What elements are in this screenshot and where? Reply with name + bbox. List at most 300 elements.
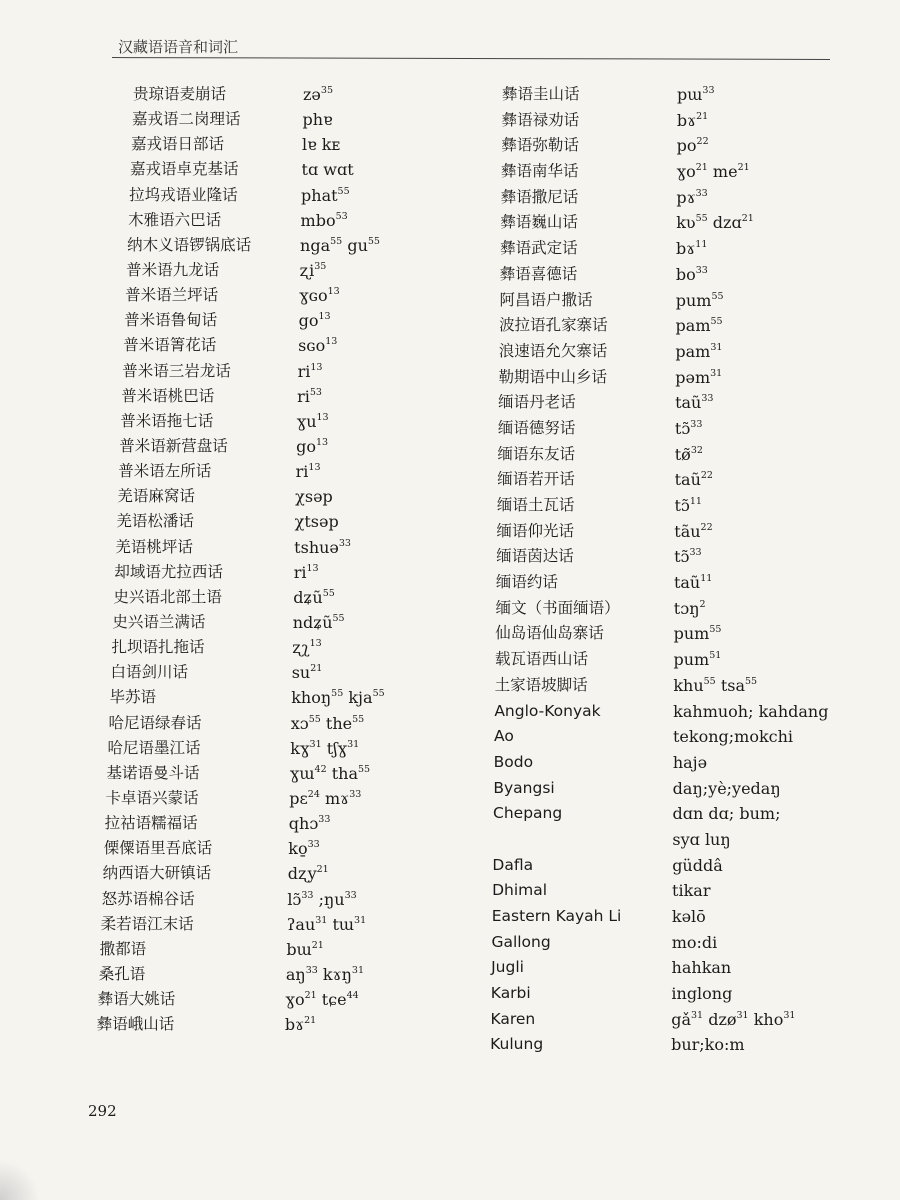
form-text: tɕe bbox=[321, 990, 347, 1010]
language-name: 勒期语中山乡话 bbox=[498, 367, 607, 386]
tone-superscript: 11 bbox=[700, 573, 713, 585]
tone-superscript: 35 bbox=[314, 260, 327, 272]
language-name: 缅语仰光话 bbox=[496, 521, 575, 540]
word-form bbox=[298, 359, 323, 384]
word-form bbox=[677, 133, 709, 159]
language-name: 哈尼语绿春话 bbox=[108, 713, 202, 732]
tone-superscript: 33 bbox=[305, 964, 318, 976]
language-name: 缅语德努话 bbox=[497, 418, 576, 437]
word-form bbox=[301, 208, 348, 233]
word-form bbox=[292, 635, 321, 660]
tone-superscript: 13 bbox=[308, 462, 321, 474]
word-form bbox=[302, 157, 354, 182]
form-text: ;ŋu bbox=[318, 889, 345, 909]
language-name: 彝语撒尼话 bbox=[500, 187, 579, 206]
form-text: güddâ bbox=[672, 855, 723, 875]
word-form bbox=[673, 699, 828, 725]
word-form bbox=[675, 339, 722, 365]
tone-superscript: 33 bbox=[701, 393, 714, 405]
tone-superscript: 55 bbox=[695, 213, 708, 225]
form-text: pɯ bbox=[677, 85, 703, 104]
word-form bbox=[672, 878, 710, 904]
form-text: ri bbox=[293, 562, 307, 582]
form-text: gǎ bbox=[671, 1009, 692, 1029]
language-name: 缅文（书面缅语） bbox=[495, 598, 620, 617]
tone-superscript: 31 bbox=[354, 914, 367, 926]
tone-superscript: 33 bbox=[318, 814, 331, 826]
tone-superscript: 31 bbox=[315, 914, 328, 926]
word-form bbox=[297, 409, 329, 434]
word-form bbox=[672, 930, 718, 956]
tone-superscript: 55 bbox=[308, 713, 321, 725]
language-name: 缅语约话 bbox=[495, 573, 558, 592]
word-form bbox=[674, 570, 712, 596]
word-form bbox=[287, 912, 366, 937]
form-text: xɔ bbox=[290, 713, 309, 733]
form-text: dɑn dɑ; bum; bbox=[672, 804, 781, 824]
language-name: 浪速语允欠寨话 bbox=[498, 341, 608, 360]
language-name: 哈尼语墨江话 bbox=[107, 738, 201, 757]
form-text: ʔau bbox=[286, 914, 316, 934]
form-text: po bbox=[676, 136, 697, 156]
tone-superscript: 21 bbox=[696, 110, 709, 122]
tone-superscript: 13 bbox=[310, 361, 323, 373]
tone-superscript: 31 bbox=[691, 1009, 704, 1021]
tone-superscript: 51 bbox=[709, 650, 722, 662]
language-name: 傈僳语里吾底话 bbox=[103, 839, 213, 858]
scan-shadow bbox=[0, 1160, 40, 1200]
word-form bbox=[674, 519, 712, 545]
word-form bbox=[294, 535, 351, 560]
word-form bbox=[675, 390, 713, 416]
word-form bbox=[674, 596, 706, 622]
language-name: Eastern Kayah Li bbox=[491, 907, 622, 925]
language-name: 史兴语北部土语 bbox=[113, 587, 222, 606]
word-form bbox=[286, 937, 324, 962]
form-text: tha bbox=[331, 763, 358, 783]
form-text: mbo bbox=[300, 210, 336, 230]
language-name: 土家语坡脚话 bbox=[494, 675, 588, 694]
form-text: pəm bbox=[675, 367, 711, 387]
language-name: 波拉语孔家寨话 bbox=[499, 316, 608, 335]
tone-superscript: 13 bbox=[309, 638, 322, 650]
tone-superscript: 31 bbox=[347, 738, 360, 750]
language-name: 彝语喜德话 bbox=[499, 264, 578, 283]
word-form bbox=[674, 493, 701, 519]
language-name: 柔若语江末话 bbox=[100, 914, 194, 933]
word-form bbox=[300, 233, 380, 258]
form-text: khoŋ bbox=[291, 688, 332, 708]
tone-superscript: 21 bbox=[741, 213, 754, 225]
language-name: 羌语松潘话 bbox=[116, 512, 194, 531]
word-form bbox=[675, 365, 722, 391]
tone-superscript: 13 bbox=[316, 411, 329, 423]
form-text: ʐʅ bbox=[292, 638, 310, 658]
word-form bbox=[296, 434, 328, 459]
language-name: 普米语三岩龙话 bbox=[122, 361, 231, 380]
tone-superscript: 55 bbox=[709, 624, 722, 636]
language-name: 纳木义语锣锅底话 bbox=[127, 235, 252, 254]
form-text: aŋ bbox=[285, 964, 306, 984]
tone-superscript: 31 bbox=[309, 738, 322, 750]
language-name: 拉祜语糯福话 bbox=[104, 814, 198, 833]
word-form bbox=[676, 185, 707, 211]
language-name: 彝语南华话 bbox=[501, 162, 579, 181]
form-text: pum bbox=[673, 624, 710, 644]
language-name: Chepang bbox=[493, 804, 563, 823]
tone-superscript: 33 bbox=[690, 418, 703, 430]
tone-superscript: 55 bbox=[372, 688, 385, 700]
form-text: bur;ko:m bbox=[671, 1035, 745, 1055]
language-name: 羌语桃坪话 bbox=[115, 537, 193, 556]
language-name: 扎坝语扎拖话 bbox=[111, 638, 205, 657]
form-text: the bbox=[325, 713, 353, 733]
form-text: tãu bbox=[674, 521, 701, 541]
language-name: 彝语禄劝话 bbox=[501, 110, 580, 129]
running-header: 汉藏语语音和词汇 bbox=[118, 38, 239, 56]
tone-superscript: 21 bbox=[304, 990, 317, 1002]
form-text: bɤ bbox=[676, 239, 696, 259]
form-text: lɔ̃ bbox=[287, 889, 302, 909]
word-form bbox=[302, 132, 340, 157]
tone-superscript: 21 bbox=[737, 162, 750, 174]
language-name: 普米语鲁甸话 bbox=[124, 311, 218, 330]
form-text: bɤ bbox=[676, 110, 697, 130]
tone-superscript: 55 bbox=[330, 235, 343, 247]
word-form bbox=[296, 459, 321, 484]
word-form bbox=[673, 647, 721, 673]
form-text: go bbox=[298, 311, 319, 331]
word-form bbox=[289, 786, 361, 811]
word-form bbox=[671, 1007, 795, 1033]
header-rule bbox=[112, 57, 830, 60]
form-text: phat bbox=[301, 185, 338, 205]
form-text: pum bbox=[675, 290, 712, 310]
tone-superscript: 33 bbox=[695, 187, 708, 199]
language-name: Dhimal bbox=[492, 881, 548, 900]
language-name: 缅语东友话 bbox=[497, 444, 576, 463]
language-name: 仙岛语仙岛寨话 bbox=[495, 624, 604, 643]
tone-superscript: 55 bbox=[745, 675, 758, 687]
form-text: kahmuoh; kahdang bbox=[673, 701, 829, 721]
tone-superscript: 33 bbox=[307, 839, 320, 851]
tone-superscript: 13 bbox=[327, 286, 340, 298]
tone-superscript: 53 bbox=[309, 386, 322, 398]
form-text: kɤŋ bbox=[322, 964, 352, 984]
form-text: nga bbox=[300, 235, 331, 255]
word-form bbox=[290, 761, 370, 786]
form-text: bo bbox=[675, 264, 696, 284]
word-form bbox=[672, 853, 723, 879]
form-text: lɐ kᴇ bbox=[302, 135, 341, 155]
tone-superscript: 32 bbox=[690, 444, 703, 456]
language-name: 普米语兰坪话 bbox=[125, 286, 219, 305]
form-text: ko̱ bbox=[288, 839, 308, 859]
language-name: 史兴语兰满话 bbox=[112, 612, 206, 631]
word-form bbox=[285, 987, 358, 1012]
form-text: ʐi bbox=[299, 260, 315, 280]
language-name: 彝语武定话 bbox=[500, 239, 578, 258]
tone-superscript: 53 bbox=[335, 210, 348, 222]
form-text: tshuə bbox=[294, 537, 339, 557]
form-text: daŋ;yè;yedaŋ bbox=[672, 778, 781, 798]
form-text: tɔ̃ bbox=[674, 418, 691, 438]
language-name: 木雅语六巴话 bbox=[128, 210, 222, 229]
form-text: kʋ bbox=[676, 213, 696, 233]
word-form bbox=[671, 981, 732, 1007]
language-name: 拉坞戎语业隆话 bbox=[129, 185, 238, 204]
tone-superscript: 31 bbox=[710, 341, 723, 353]
word-form bbox=[294, 560, 319, 585]
language-name: Gallong bbox=[491, 932, 551, 951]
form-text: pam bbox=[675, 316, 711, 336]
word-form bbox=[288, 861, 329, 886]
word-form bbox=[676, 236, 707, 262]
language-name: 普米语箐花话 bbox=[123, 336, 217, 355]
word-form bbox=[293, 610, 345, 635]
tone-superscript: 55 bbox=[331, 688, 344, 700]
language-name: 缅语茵达话 bbox=[496, 547, 574, 566]
form-text: kəlō bbox=[671, 907, 706, 926]
tone-superscript: 13 bbox=[325, 336, 338, 348]
word-form bbox=[298, 333, 337, 358]
word-form bbox=[299, 283, 340, 308]
form-text: pam bbox=[675, 341, 711, 361]
language-name: 普米语拖七话 bbox=[120, 411, 214, 430]
tone-superscript: 33 bbox=[301, 889, 314, 901]
word-form bbox=[295, 509, 339, 534]
form-text: syɑ luŋ bbox=[672, 829, 731, 849]
language-name: Karen bbox=[490, 1009, 536, 1028]
word-form bbox=[292, 660, 323, 685]
form-text: ɣɢo bbox=[299, 286, 328, 306]
word-form bbox=[297, 384, 322, 409]
language-name: 彝语弥勒话 bbox=[501, 136, 579, 155]
page-number: 292 bbox=[88, 1102, 117, 1120]
tone-superscript: 42 bbox=[314, 763, 327, 775]
word-form bbox=[674, 544, 701, 570]
tone-superscript: 33 bbox=[338, 537, 351, 549]
language-name: Kulung bbox=[490, 1035, 544, 1054]
word-form bbox=[301, 183, 350, 208]
form-text: tø̃ bbox=[674, 444, 691, 464]
form-text: ɣo bbox=[676, 162, 696, 182]
word-form bbox=[671, 1032, 744, 1058]
form-text: kja bbox=[348, 688, 373, 708]
tone-superscript: 31 bbox=[710, 367, 723, 379]
tone-superscript: 33 bbox=[695, 264, 708, 276]
tone-superscript: 55 bbox=[710, 316, 723, 328]
word-form bbox=[287, 887, 356, 912]
form-text: tʃɣ bbox=[326, 738, 348, 758]
word-form bbox=[291, 711, 364, 736]
word-form bbox=[673, 776, 781, 802]
form-text: tɔ̃ bbox=[674, 496, 690, 515]
language-name: 彝语巍山话 bbox=[500, 213, 578, 232]
word-form bbox=[674, 621, 722, 647]
tone-superscript: 11 bbox=[689, 496, 702, 507]
language-name: 阿昌语户撒话 bbox=[499, 290, 593, 309]
form-text: dzɑ bbox=[712, 213, 742, 233]
form-text: mo:di bbox=[671, 932, 718, 952]
language-name: 嘉戎语卓克基话 bbox=[130, 160, 239, 179]
tone-superscript: 33 bbox=[702, 85, 715, 96]
tone-superscript: 33 bbox=[689, 547, 702, 559]
tone-superscript: 13 bbox=[306, 562, 319, 574]
word-form bbox=[677, 108, 708, 134]
word-form bbox=[303, 82, 333, 107]
word-form bbox=[675, 467, 713, 493]
form-text: khu bbox=[673, 675, 704, 695]
form-text: hajə bbox=[672, 752, 708, 772]
tone-superscript: 13 bbox=[316, 436, 329, 448]
word-form bbox=[299, 308, 331, 333]
form-text: pɛ bbox=[289, 788, 308, 808]
form-text: χsəp bbox=[295, 487, 333, 507]
tone-superscript: 22 bbox=[700, 521, 713, 533]
form-text: taũ bbox=[674, 470, 701, 490]
form-text: bɤ bbox=[284, 1015, 305, 1035]
word-form bbox=[673, 673, 757, 699]
language-name: 纳西语大研镇话 bbox=[102, 864, 212, 883]
form-text: taũ bbox=[675, 393, 702, 413]
tone-superscript: 55 bbox=[332, 612, 345, 624]
language-name: 卡卓语兴蒙话 bbox=[105, 788, 199, 807]
tone-superscript: 21 bbox=[695, 162, 708, 174]
tone-superscript: 31 bbox=[351, 964, 364, 976]
tone-superscript: 21 bbox=[310, 663, 323, 675]
tone-superscript: 55 bbox=[703, 675, 716, 687]
word-form bbox=[293, 585, 335, 610]
word-form bbox=[300, 258, 327, 283]
language-name: 毕苏语 bbox=[109, 688, 156, 707]
tone-superscript: 44 bbox=[346, 990, 359, 1002]
word-form bbox=[677, 82, 715, 108]
tone-superscript: 55 bbox=[352, 713, 365, 725]
form-text: tɯ bbox=[332, 914, 355, 934]
form-text: zə bbox=[303, 85, 321, 104]
form-text: χtsəp bbox=[294, 512, 339, 532]
form-text: ɣo bbox=[285, 990, 305, 1010]
language-name: 普米语桃巴话 bbox=[121, 386, 215, 405]
form-text: taũ bbox=[673, 573, 701, 593]
word-form bbox=[289, 811, 331, 836]
tone-superscript: 55 bbox=[337, 185, 350, 197]
language-name: 基诺语曼斗话 bbox=[106, 763, 200, 782]
language-name: Anglo-Konyak bbox=[494, 701, 601, 720]
tone-superscript: 31 bbox=[736, 1009, 749, 1021]
tone-superscript: 21 bbox=[311, 939, 324, 951]
word-form bbox=[295, 484, 333, 509]
word-form bbox=[672, 904, 706, 930]
tone-superscript: 55 bbox=[711, 290, 724, 302]
form-text: su bbox=[291, 663, 311, 683]
form-text: qhɔ bbox=[288, 814, 319, 834]
tone-superscript: 55 bbox=[367, 235, 380, 247]
form-text: ɣɯ bbox=[289, 763, 315, 783]
language-name: 却域语尤拉西话 bbox=[114, 562, 223, 581]
language-name: 怒苏语棉谷话 bbox=[101, 889, 195, 908]
language-name: Bodo bbox=[493, 752, 534, 771]
word-form bbox=[676, 313, 723, 339]
form-text: tɔŋ bbox=[673, 598, 700, 618]
language-name: 缅语若开话 bbox=[497, 470, 575, 489]
language-name: 白语剑川话 bbox=[110, 663, 188, 682]
form-text: tekong;mokchi bbox=[673, 727, 794, 747]
word-form bbox=[672, 827, 730, 853]
language-name: 嘉戎语日部话 bbox=[131, 135, 225, 154]
language-name: Dafla bbox=[492, 855, 534, 874]
form-text: gu bbox=[347, 235, 368, 255]
language-name: 普米语新营盘话 bbox=[119, 436, 228, 455]
form-text: mɤ bbox=[324, 788, 350, 808]
word-form bbox=[676, 288, 724, 314]
form-text: kɣ bbox=[290, 738, 310, 758]
word-form bbox=[288, 836, 319, 861]
form-text: tsa bbox=[720, 675, 745, 695]
language-name: 桑孔语 bbox=[98, 964, 146, 983]
word-form bbox=[676, 262, 708, 288]
form-text: ri bbox=[295, 462, 309, 482]
word-form bbox=[286, 962, 364, 987]
word-form bbox=[303, 107, 333, 132]
form-text: tɑ wɑt bbox=[301, 160, 354, 180]
word-form bbox=[677, 159, 750, 185]
word-form bbox=[673, 724, 793, 750]
tone-superscript: 21 bbox=[304, 1015, 317, 1027]
form-text: ri bbox=[297, 361, 311, 381]
language-name: 载瓦语西山话 bbox=[494, 650, 588, 669]
tone-superscript: 11 bbox=[695, 239, 708, 251]
form-text: phɐ bbox=[302, 110, 333, 130]
tone-superscript: 13 bbox=[318, 311, 331, 323]
form-text: sɢo bbox=[298, 336, 326, 356]
tone-superscript: 22 bbox=[700, 470, 713, 482]
language-name: Byangsi bbox=[493, 778, 555, 797]
word-form bbox=[290, 736, 359, 761]
form-text: bɯ bbox=[286, 939, 312, 959]
language-name: 嘉戎语二岗理话 bbox=[132, 110, 241, 129]
form-text: tikar bbox=[672, 881, 711, 901]
word-form bbox=[676, 210, 754, 236]
tone-superscript: 2 bbox=[699, 598, 706, 610]
tone-superscript: 55 bbox=[358, 763, 371, 775]
form-text: me bbox=[712, 162, 738, 182]
tone-superscript: 33 bbox=[344, 889, 357, 901]
tone-superscript: 55 bbox=[322, 587, 335, 599]
tone-superscript: 31 bbox=[783, 1009, 796, 1021]
language-name: 彝语圭山话 bbox=[502, 85, 580, 103]
word-form bbox=[285, 1012, 316, 1037]
form-text: dʐy bbox=[287, 864, 317, 884]
language-name: Karbi bbox=[490, 984, 531, 1003]
form-text: dʑũ bbox=[293, 587, 323, 607]
form-text: go bbox=[296, 436, 316, 456]
language-name: Ao bbox=[494, 727, 514, 746]
word-form bbox=[675, 442, 703, 468]
form-text: kho bbox=[753, 1009, 784, 1029]
language-name: 彝语峨山话 bbox=[96, 1015, 175, 1034]
word-form bbox=[291, 685, 384, 710]
word-form bbox=[673, 750, 707, 776]
language-name: 普米语左所话 bbox=[118, 462, 212, 481]
language-name: 贵琼语麦崩话 bbox=[133, 85, 227, 103]
form-text: pum bbox=[673, 650, 710, 670]
form-text: pɤ bbox=[676, 187, 696, 207]
form-text: tɔ̃ bbox=[674, 547, 690, 567]
language-name: 普米语九龙话 bbox=[126, 260, 220, 279]
word-form bbox=[672, 955, 732, 981]
